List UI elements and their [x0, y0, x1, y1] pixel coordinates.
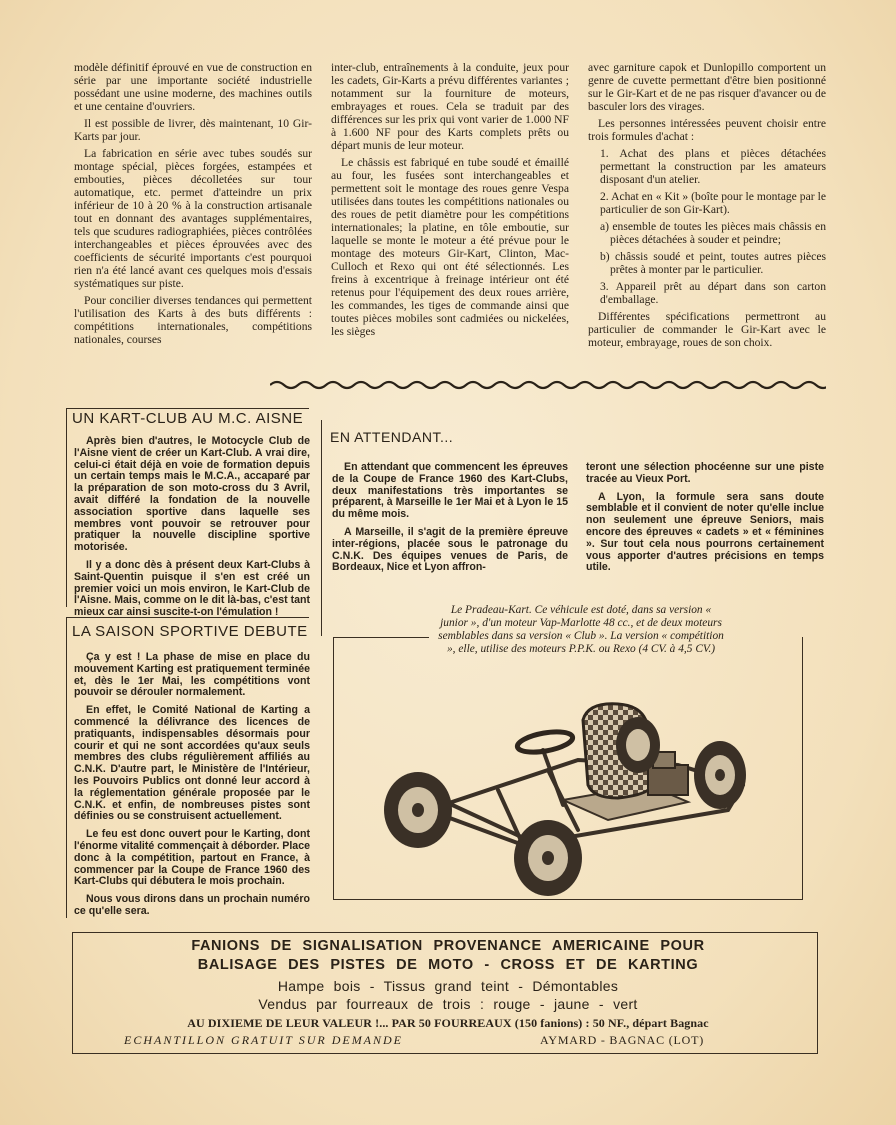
paragraph: Ça y est ! La phase de mise en place du mouvement Karting est pratiquement terminée et, dès le 1er Mai, les compétitions vont pouvoir se dérouler normalement. [74, 651, 310, 699]
paragraph: Les personnes intéressées peuvent choisir entre trois formules d'achat : [588, 117, 826, 143]
ad-headline-2: BALISAGE DES PISTES DE MOTO - CROSS ET DE KARTING [197, 957, 699, 973]
paragraph: Il est possible de livrer, dès maintenant, 10 Gir-Karts par jour. [74, 117, 312, 143]
attendant-frame [321, 420, 322, 636]
ad-address: AYMARD - BAGNAC (LOT) [540, 1033, 705, 1047]
paragraph: Pour concilier diverses tendances qui permettent l'utilisation des Karts à des buts différents : compétitions internationales, compétitions nationales, courses [74, 294, 312, 346]
paragraph: En attendant que commencent les épreuves de la Coupe de France 1960 des Kart-Clubs, deux manifestations très importantes se préparent, à Marseille le 1er Mai et à Lyon le 15 du même mois. [332, 461, 568, 521]
paragraph: modèle définitif éprouvé en vue de construction en série par une importante société industrielle possédant une usine moderne, des machines outils et une centaine d'ouvriers. [74, 61, 312, 113]
list-item: 3. Appareil prêt au départ dans son carton d'emballage. [600, 280, 826, 306]
top-article-column-1 [74, 61, 312, 350]
kart-club-title: UN KART-CLUB AU M.C. AISNE [72, 410, 304, 427]
wavy-divider [270, 379, 826, 391]
ad-features: Hampe bois - Tissus grand teint - Démontables [277, 978, 619, 994]
ad-sample: ECHANTILLON GRATUIT SUR DEMANDE [124, 1033, 404, 1047]
wheel [694, 741, 746, 809]
paragraph: A Lyon, la formule sera sans doute semblable et il convient de noter qu'elle inclue non seulement une épreuve Seniors, mais encore des épreuves « cadets » et « féminines ». Sur tout cela nous pourrons certainement vous apporter d'autres précisions en temps utile. [586, 490, 824, 574]
wheel [616, 717, 660, 773]
paragraph: Nous vous dirons dans un prochain numéro ce qu'elle sera. [74, 893, 310, 917]
paragraph: inter-club, entraînements à la conduite, jeux pour les cadets, Gir-Karts a prévu différentes variantes ; notamment sur la fourniture de moteurs, embrayages et roues. Cela se traduit par des différences sur les prix qui vont varier de 1.000 NF à 1.600 NF pour des Karts complets prêts ou départ munis de leur moteur. [331, 61, 569, 152]
ad-headline-1: FANIONS DE SIGNALISATION PROVENANCE AMERICAINE POUR [191, 938, 705, 954]
paragraph: Le châssis est fabriqué en tube soudé et émaillé au four, les fusées sont interchangeables et permettent soit le montage des roues genre Vespa utilisées dans toutes les compétitions nationales ou des roues de petit diamètre pour les compétitions internationales; la platine, en tôle emboutie, sur laquelle se monte le moteur a été prévue pour le montage des moteurs Gir-Kart, Clinton, Mac-Culloch et Rexo qui ont été sélectionnés. Les freins à excentrique à freinage intérieur ont été retenus pour l'équipement des deux roues arrière, les commandes, les tiges de commande ainsi que toutes pièces mobiles sont cadmiées ou nickelées, les sièges [331, 156, 569, 338]
photo-frame-top-left [333, 637, 429, 638]
list-item: 1. Achat des plans et pièces détachées permettant la construction par les amateurs disposant d'un atelier. [600, 147, 826, 186]
photo-caption: Le Pradeau-Kart. Ce véhicule est doté, dans sa version « junior », d'un moteur Vap-Marlotte 48 cc., et de deux moteurs semblables dans sa version « Club ». La version « compétition », elle, utilise des moteurs P.P.K. ou Rexo (4 CV. à 4,5 CV.) [438, 604, 724, 655]
saison-article [74, 652, 310, 924]
list-item: 2. Achat en « Kit » (boîte pour le montage par le particulier de son Gir-Kart). [600, 190, 826, 216]
kart-illustration [348, 690, 798, 900]
list-item: b) châssis soudé et peint, toutes autres pièces prêtes à monter par le particulier. [600, 250, 826, 276]
wheel [384, 772, 452, 848]
kart-club-article [74, 436, 310, 625]
paragraph: Après bien d'autres, le Motocycle Club de l'Aisne vient de créer un Kart-Club. A vrai dire, celui-ci était déjà en voie de formation depuis un certain temps mais le M.C.A., accaparé par la préparation de son moto-cross du 3 Avril, avait différé la fondation de la nouvelle association sportive dans laquelle ses membres vont pouvoir se retrouver pour pratiquer la nouvelle discipline sportive motorisée. [74, 435, 310, 554]
paragraph: avec garniture capok et Dunlopillo comportent un genre de cuvette permettant d'être bien positionné sur le Gir-Kart et de ne pas risquer d'avancer ou de basculer lors des virages. [588, 61, 826, 113]
top-article-column-3 [588, 61, 826, 353]
paragraph: Le feu est donc ouvert pour le Karting, dont l'énorme vitalité commençait à déborder. Place donc à la compétition, partout en France, à commencer par la Coupe de France 1960 des Kart-Clubs qui débutera le mois prochain. [74, 828, 310, 888]
paragraph: La fabrication en série avec tubes soudés sur montage spécial, pièces forgées, estampées et embouties, pièces décolletées sur tour automatique, etc. permet d'atteindre un prix inférieur de 10 à 20 % à la construction artisanale tout en donnant des avantages supplémentaires, tels que scudures radiographiées, pièces contrôlées interchangeables et pièces éprouvées avec des coefficients de sécurité importants c'est pourquoi rien n'a été lancé avant ces quelques mois d'essais systématiques sur piste. [74, 147, 312, 290]
ad-sold-by: Vendus par fourreaux de trois : rouge - jaune - vert [258, 996, 638, 1012]
paragraph: A Marseille, il s'agit de la première épreuve inter-régions, placée sous le patronage du C.N.K. Des équipes venues de Paris, de Bordeaux, Nice et Lyon affron- [332, 525, 568, 574]
attendant-column-1 [332, 462, 568, 580]
paragraph: En effet, le Comité National de Karting a commencé la délivrance des licences de pratiquants, indispensables désormais pour courir et qui ne sont accordées qu'aux seuls membres des clubs régulièrement affiliés au C.N.K. D'autre part, le Ministère de l'Intérieur, les Pouvoirs Publics ont donné leur accord à la réglementation générale proposée par le C.N.K. et enfin, de nombreuses pistes sont définies ou se construisent actuellement. [74, 704, 310, 823]
attendant-title: EN ATTENDANT... [330, 429, 454, 445]
wheel [514, 820, 582, 896]
top-article-column-2 [331, 61, 569, 342]
paragraph: teront une sélection phocéenne sur une piste tracée au Vieux Port. [586, 461, 824, 485]
attendant-column-2 [586, 462, 824, 580]
paragraph: Différentes spécifications permettront au particulier de commander le Gir-Kart avec le moteur, embrayage, roues de son choix. [588, 310, 826, 349]
paragraph: Il y a donc dès à présent deux Kart-Clubs à Saint-Quentin puisque il s'en est créé un premier voici un mois environ, le Kart-Club de l'Aisne. Mais, comme on le dit là-bas, c'est tant mieux car ainsi suscite-t-on l'émulation ! [74, 558, 310, 619]
saison-title: LA SAISON SPORTIVE DEBUTE [72, 623, 308, 640]
ad-price: AU DIXIEME DE LEUR VALEUR !... PAR 50 FOURREAUX (150 fanions) : 50 NF., départ Bagnac [187, 1016, 709, 1030]
list-item: a) ensemble de toutes les pièces mais châssis en pièces détachées à souder et peindre; [600, 220, 826, 246]
